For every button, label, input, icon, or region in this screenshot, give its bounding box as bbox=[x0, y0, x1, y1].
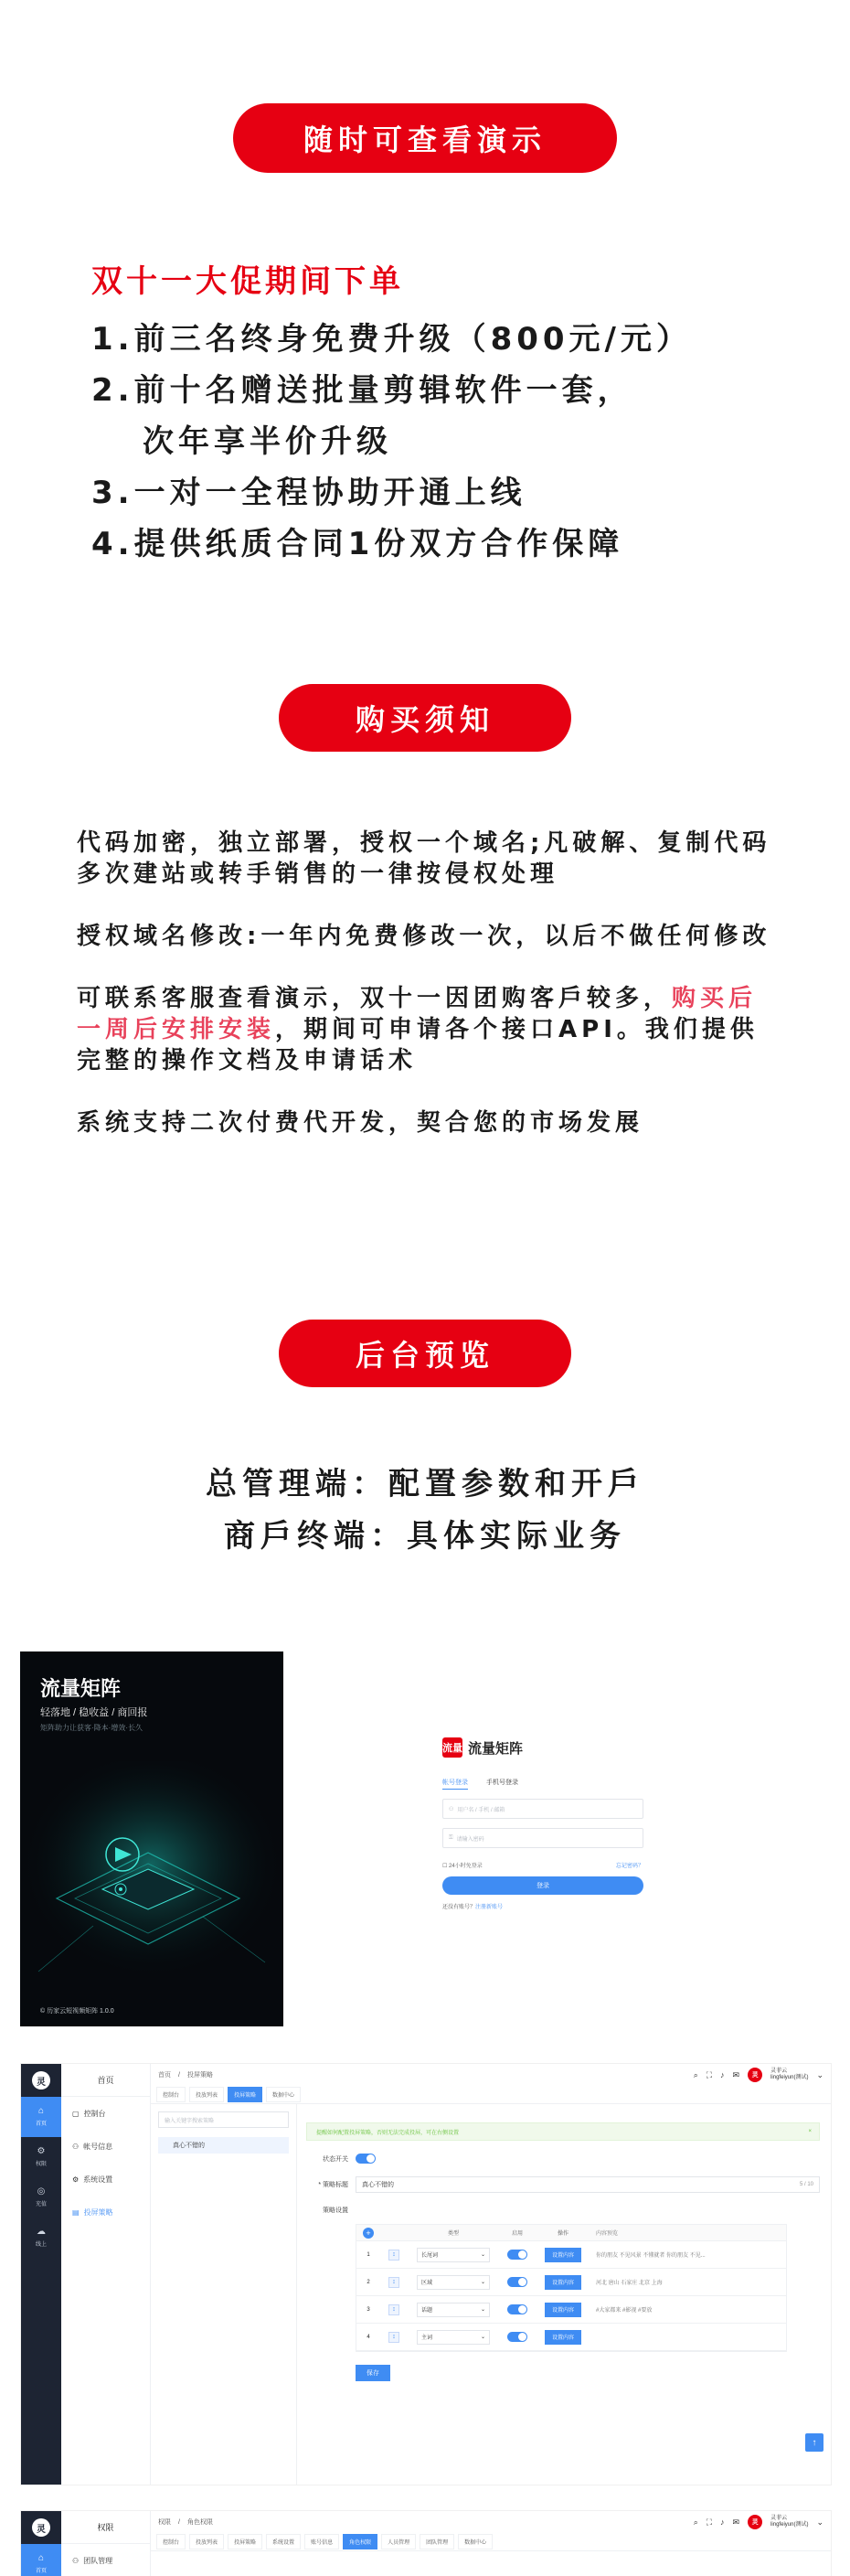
menu-item-console[interactable] bbox=[61, 2097, 150, 2130]
brand-logo-icon: 流量 bbox=[442, 1737, 462, 1758]
set-content-button[interactable]: 设置内容 bbox=[545, 2330, 581, 2345]
register-link[interactable]: 注册新账号 bbox=[475, 1905, 504, 1910]
promo-title: 双十一大促期间下单 bbox=[91, 263, 404, 300]
menu-label: 控制台 bbox=[83, 2109, 106, 2118]
breadcrumb-sep: / bbox=[178, 2071, 180, 2079]
rail-item-home[interactable] bbox=[21, 2097, 61, 2137]
row-index: 1 bbox=[367, 2251, 370, 2258]
home-icon: ⌂ bbox=[37, 2553, 45, 2563]
login-hero-slogan: 轻落地 / 稳收益 / 商回报 bbox=[40, 1707, 148, 1718]
breadcrumb-home[interactable]: 权限 bbox=[158, 2519, 171, 2526]
sort-handle[interactable] bbox=[380, 2277, 408, 2288]
enable-cell bbox=[499, 2332, 536, 2342]
user-info bbox=[770, 2516, 808, 2528]
login-brand-name: 流量矩阵 bbox=[468, 1740, 524, 1757]
home-icon: ⌂ bbox=[37, 2106, 45, 2116]
team-icon: ⚇ bbox=[72, 2556, 80, 2565]
sort-handle[interactable] bbox=[380, 2304, 408, 2315]
sort-icon: ↕ bbox=[388, 2304, 399, 2315]
chevron-down-icon[interactable]: ⌄ bbox=[816, 2069, 823, 2079]
title-label: * 策略标题 bbox=[318, 2182, 348, 2188]
row-index: 2 bbox=[367, 2279, 370, 2285]
tab-account-login[interactable]: 帐号登录 bbox=[442, 1778, 468, 1790]
tab-item[interactable]: 角色权限 bbox=[343, 2534, 377, 2549]
user-name: 灵菲云 bbox=[770, 2068, 788, 2074]
sort-handle[interactable] bbox=[380, 2332, 408, 2343]
enable-cell bbox=[499, 2304, 536, 2314]
avatar[interactable]: 灵 bbox=[748, 2068, 762, 2082]
menu-item-team[interactable] bbox=[61, 2544, 150, 2576]
menu-item-account[interactable] bbox=[61, 2130, 150, 2163]
sort-handle[interactable] bbox=[380, 2250, 408, 2261]
lock-icon: ⚿ bbox=[449, 1834, 453, 1841]
password-placeholder: 请输入密码 bbox=[456, 1836, 484, 1843]
tab-item[interactable]: 投放列表 bbox=[189, 2534, 224, 2549]
strategy-table bbox=[356, 2224, 787, 2352]
set-content-button[interactable]: 设置内容 bbox=[545, 2275, 581, 2290]
promo-line: 3.一对一全程协助开通上线 bbox=[91, 475, 526, 511]
type-value: 区域 bbox=[421, 2281, 433, 2286]
settings-label: 策略设置 bbox=[323, 2207, 348, 2214]
promo-line: 次年享半价升级 bbox=[143, 423, 392, 460]
title-input[interactable] bbox=[356, 2176, 820, 2193]
action-cell bbox=[536, 2275, 590, 2290]
tab-console[interactable]: 控制台 bbox=[156, 2087, 186, 2102]
purchase-notice-pill: 购买须知 bbox=[279, 684, 571, 752]
forgot-password-link[interactable]: 忘记密码？ bbox=[615, 1864, 643, 1869]
col-header: 启用 bbox=[511, 2231, 523, 2237]
menu-item-settings[interactable] bbox=[61, 2163, 150, 2196]
type-select[interactable] bbox=[417, 2248, 490, 2262]
fullscreen-icon[interactable]: ⛶ bbox=[706, 2517, 713, 2527]
search-icon[interactable]: ⌕ bbox=[693, 2069, 698, 2079]
strategy-form bbox=[306, 2122, 820, 2381]
table-header bbox=[356, 2225, 786, 2241]
bell-icon[interactable]: ♪ bbox=[720, 2070, 725, 2079]
breadcrumb-current: 投屏策略 bbox=[186, 2072, 213, 2079]
chevron-down-icon: ⌄ bbox=[480, 2307, 485, 2313]
menu-label: 帐号信息 bbox=[83, 2142, 113, 2151]
login-hero-brand: 流量矩阵 bbox=[40, 1677, 122, 1700]
tab-phone-login[interactable]: 手机号登录 bbox=[486, 1780, 518, 1786]
type-cell bbox=[408, 2248, 499, 2262]
enable-switch[interactable] bbox=[507, 2332, 527, 2342]
menu-label: 系统设置 bbox=[83, 2175, 113, 2184]
tab-item[interactable]: 数据中心 bbox=[458, 2534, 493, 2549]
user-name: 灵菲云 bbox=[770, 2516, 788, 2521]
type-cell bbox=[408, 2330, 499, 2345]
status-switch[interactable] bbox=[356, 2154, 376, 2164]
breadcrumb-sep: / bbox=[178, 2518, 180, 2526]
tab-item[interactable]: 投屏策略 bbox=[228, 2534, 262, 2549]
admin-role-screen bbox=[20, 2510, 832, 2576]
add-row-button[interactable] bbox=[356, 2228, 380, 2239]
status-label: 状态开关 bbox=[323, 2155, 348, 2163]
alert-text: 提醒如何配置投屏策略，否则无法完成投屏，可在右侧设置 bbox=[316, 2130, 460, 2136]
recharge-icon: ◎ bbox=[37, 2186, 46, 2197]
type-select[interactable] bbox=[417, 2303, 490, 2317]
promo-line: 4.提供纸质合同1份双方合作保障 bbox=[91, 526, 624, 562]
tab-item[interactable]: 团队管理 bbox=[420, 2534, 454, 2549]
enable-cell bbox=[499, 2250, 536, 2260]
notice-paragraph: 授权域名修改:一年内免费修改一次，以后不做任何修改 bbox=[77, 923, 771, 950]
action-cell bbox=[536, 2303, 590, 2317]
menu-label: 团队管理 bbox=[83, 2556, 113, 2565]
title-row bbox=[306, 2176, 820, 2193]
sort-icon: ↕ bbox=[388, 2332, 399, 2343]
set-content-button[interactable]: 设置内容 bbox=[545, 2248, 581, 2262]
user-org: lingfeiyun(测试) bbox=[770, 2075, 809, 2080]
page-tabs bbox=[151, 2533, 831, 2551]
rail-label: 充值 bbox=[35, 2202, 47, 2207]
chevron-down-icon: ⌄ bbox=[480, 2335, 485, 2340]
col-header: 类型 bbox=[447, 2231, 459, 2237]
type-select[interactable] bbox=[417, 2330, 490, 2345]
username-placeholder: 用户名 / 手机 / 邮箱 bbox=[457, 1807, 505, 1813]
admin-strategy-screen bbox=[20, 2063, 832, 2485]
gear-icon: ⚙ bbox=[72, 2175, 80, 2184]
notice-paragraph: 代码加密，独立部署，授权一个域名;凡破解、复制代码多次建站或转手销售的一律按侵权处理 bbox=[77, 829, 771, 888]
menu-head: 权限 bbox=[61, 2511, 150, 2544]
login-tabs bbox=[442, 1778, 643, 1790]
login-hero-sub: 矩阵助力让获客·降本·增效·长久 bbox=[40, 1724, 143, 1732]
menu-label: 投屏策略 bbox=[83, 2207, 113, 2217]
back-to-top-button[interactable] bbox=[805, 2433, 823, 2452]
rail-label: 首页 bbox=[35, 2122, 47, 2127]
search-icon[interactable]: ⌕ bbox=[693, 2517, 698, 2527]
avatar[interactable]: 灵 bbox=[748, 2515, 762, 2529]
dashboard-icon: ▢ bbox=[72, 2109, 80, 2118]
tab-list[interactable]: 投放列表 bbox=[189, 2087, 224, 2102]
notice-highlight: 购买后一周后安排安装 bbox=[77, 985, 758, 1043]
login-form bbox=[442, 1737, 643, 1910]
settings-row bbox=[306, 2206, 820, 2215]
icon-rail bbox=[21, 2511, 61, 2576]
app-logo-icon: 灵 bbox=[32, 2071, 50, 2090]
row-index: 3 bbox=[367, 2306, 370, 2313]
sort-icon: ↕ bbox=[388, 2250, 399, 2261]
chevron-down-icon[interactable]: ⌄ bbox=[816, 2517, 823, 2527]
type-select[interactable] bbox=[417, 2275, 490, 2290]
sort-icon: ↕ bbox=[388, 2277, 399, 2288]
status-row bbox=[306, 2154, 820, 2164]
preview-cell: 河北 唐山 石家庄 北京 上海 bbox=[596, 2281, 663, 2286]
set-content-button[interactable]: 设置内容 bbox=[545, 2303, 581, 2317]
type-cell bbox=[408, 2275, 499, 2290]
notice-text: ，期间可申请各个接口API。我们提供完整的操作文档及申请话术 bbox=[77, 1016, 759, 1074]
promo-line: 2.前十名赠送批量剪辑软件一套， bbox=[91, 372, 633, 409]
page-tabs bbox=[151, 2086, 831, 2104]
fullscreen-icon[interactable]: ⛶ bbox=[706, 2069, 713, 2079]
user-info bbox=[770, 2068, 808, 2081]
register-row bbox=[442, 1902, 643, 1910]
rail-label: 首页 bbox=[35, 2569, 47, 2574]
type-value: 主词 bbox=[421, 2336, 433, 2341]
user-icon: ⚇ bbox=[72, 2142, 80, 2151]
rail-logo bbox=[21, 2511, 61, 2544]
menu-item-strategy[interactable] bbox=[61, 2196, 150, 2229]
side-menu bbox=[61, 2511, 151, 2576]
login-hero-panel bbox=[20, 1651, 283, 2026]
promo-line: 1.前三名终身免费升级（800元/元） bbox=[91, 321, 692, 358]
notice-text: 可联系客服查看演示，双十一因团购客戶较多， bbox=[77, 985, 673, 1012]
strategy-icon: ▤ bbox=[72, 2207, 80, 2217]
close-icon[interactable]: × bbox=[808, 2129, 812, 2134]
plus-icon: + bbox=[363, 2228, 374, 2239]
promo-block bbox=[91, 256, 692, 570]
admin-desc-line: 总管理端：配置参数和开戶 bbox=[206, 1466, 644, 1502]
tab-item[interactable]: 控制台 bbox=[156, 2534, 186, 2549]
notice-paragraph bbox=[77, 983, 781, 1076]
remember-label: 24小时免登录 bbox=[449, 1864, 483, 1869]
rail-label: 权限 bbox=[35, 2162, 47, 2167]
tree-item[interactable]: 真心不错的 bbox=[158, 2137, 289, 2154]
rail-item-permission[interactable] bbox=[21, 2137, 61, 2177]
breadcrumb-current: 角色权限 bbox=[186, 2519, 213, 2526]
title-count: 5 / 10 bbox=[799, 2182, 813, 2187]
menu-head: 首页 bbox=[61, 2064, 150, 2097]
tab-data[interactable]: 数据中心 bbox=[266, 2087, 301, 2102]
type-value: 话题 bbox=[421, 2308, 433, 2314]
save-button[interactable]: 保存 bbox=[356, 2365, 390, 2381]
login-brand bbox=[442, 1737, 643, 1758]
header-tools bbox=[694, 2068, 823, 2082]
rail-item-online[interactable] bbox=[21, 2218, 61, 2258]
row-index: 4 bbox=[367, 2334, 370, 2340]
table-row bbox=[356, 2241, 786, 2269]
table-row bbox=[356, 2324, 786, 2351]
admin-desc-line: 商戶终端：具体实际业务 bbox=[224, 1518, 626, 1555]
type-value: 长尾词 bbox=[421, 2253, 439, 2259]
rail-logo bbox=[21, 2064, 61, 2097]
enable-switch[interactable] bbox=[507, 2250, 527, 2260]
action-cell bbox=[536, 2248, 590, 2262]
app-logo-icon: 灵 bbox=[32, 2518, 50, 2537]
icon-rail bbox=[21, 2064, 61, 2485]
info-alert bbox=[306, 2122, 820, 2141]
user-org: lingfeiyun(测试) bbox=[770, 2522, 809, 2528]
type-cell bbox=[408, 2303, 499, 2317]
tab-item[interactable]: 账号信息 bbox=[304, 2534, 339, 2549]
tab-item[interactable]: 人员管理 bbox=[381, 2534, 416, 2549]
no-account-text: 还没有账号？ bbox=[442, 1905, 476, 1910]
tree-search-input[interactable]: 输入关键字搜索策略 bbox=[158, 2111, 289, 2128]
enable-cell bbox=[499, 2277, 536, 2287]
notice-paragraph: 系统支持二次付费代开发，契合您的市场发展 bbox=[77, 1109, 644, 1137]
tab-item[interactable]: 系统设置 bbox=[266, 2534, 301, 2549]
side-menu bbox=[61, 2064, 151, 2485]
purchase-notice bbox=[77, 828, 781, 1170]
rail-item-home[interactable] bbox=[21, 2544, 61, 2576]
rail-label: 线上 bbox=[35, 2242, 47, 2248]
col-header: 操作 bbox=[557, 2231, 568, 2237]
tab-strategy[interactable]: 投屏策略 bbox=[228, 2087, 262, 2102]
action-cell bbox=[536, 2330, 590, 2345]
lock-icon: ⚙ bbox=[37, 2146, 46, 2156]
demo-section-pill: 随时可查看演示 bbox=[233, 103, 617, 173]
enable-switch[interactable] bbox=[507, 2304, 527, 2314]
hero-illustration-icon bbox=[20, 1761, 283, 1990]
col-header: 内容预览 bbox=[596, 2231, 619, 2237]
rail-item-recharge[interactable] bbox=[21, 2177, 61, 2218]
username-input[interactable] bbox=[442, 1799, 643, 1819]
bell-icon[interactable]: ♪ bbox=[720, 2517, 725, 2527]
strategy-tree bbox=[151, 2104, 297, 2485]
login-button[interactable]: 登录 bbox=[442, 1876, 643, 1895]
preview-cell: #大家都来 #影视 #要放 bbox=[596, 2308, 653, 2314]
title-value: 真心不错的 bbox=[362, 2182, 394, 2188]
login-options bbox=[442, 1861, 643, 1869]
message-icon[interactable]: ✉ bbox=[732, 2517, 740, 2527]
online-icon: ☁ bbox=[37, 2227, 46, 2237]
table-row bbox=[356, 2269, 786, 2296]
arrow-up-icon: ↑ bbox=[812, 2437, 817, 2448]
header-tools bbox=[694, 2515, 823, 2529]
preview-cell: 你的朋友 不见风景 不懂就者 你的朋友 不见... bbox=[596, 2253, 706, 2259]
user-icon: ⚇ bbox=[449, 1806, 454, 1812]
table-row bbox=[356, 2296, 786, 2324]
enable-switch[interactable] bbox=[507, 2277, 527, 2287]
remember-checkbox[interactable]: ☐ 24小时免登录 bbox=[442, 1864, 483, 1869]
backend-preview-pill: 后台预览 bbox=[279, 1320, 571, 1387]
login-hero-footer: © 历家云短视频矩阵 1.0.0 bbox=[40, 2008, 114, 2015]
chevron-down-icon: ⌄ bbox=[480, 2280, 485, 2285]
password-input[interactable] bbox=[442, 1828, 643, 1848]
message-icon[interactable]: ✉ bbox=[732, 2069, 740, 2079]
breadcrumb-home[interactable]: 首页 bbox=[158, 2072, 171, 2079]
chevron-down-icon: ⌄ bbox=[480, 2252, 485, 2258]
